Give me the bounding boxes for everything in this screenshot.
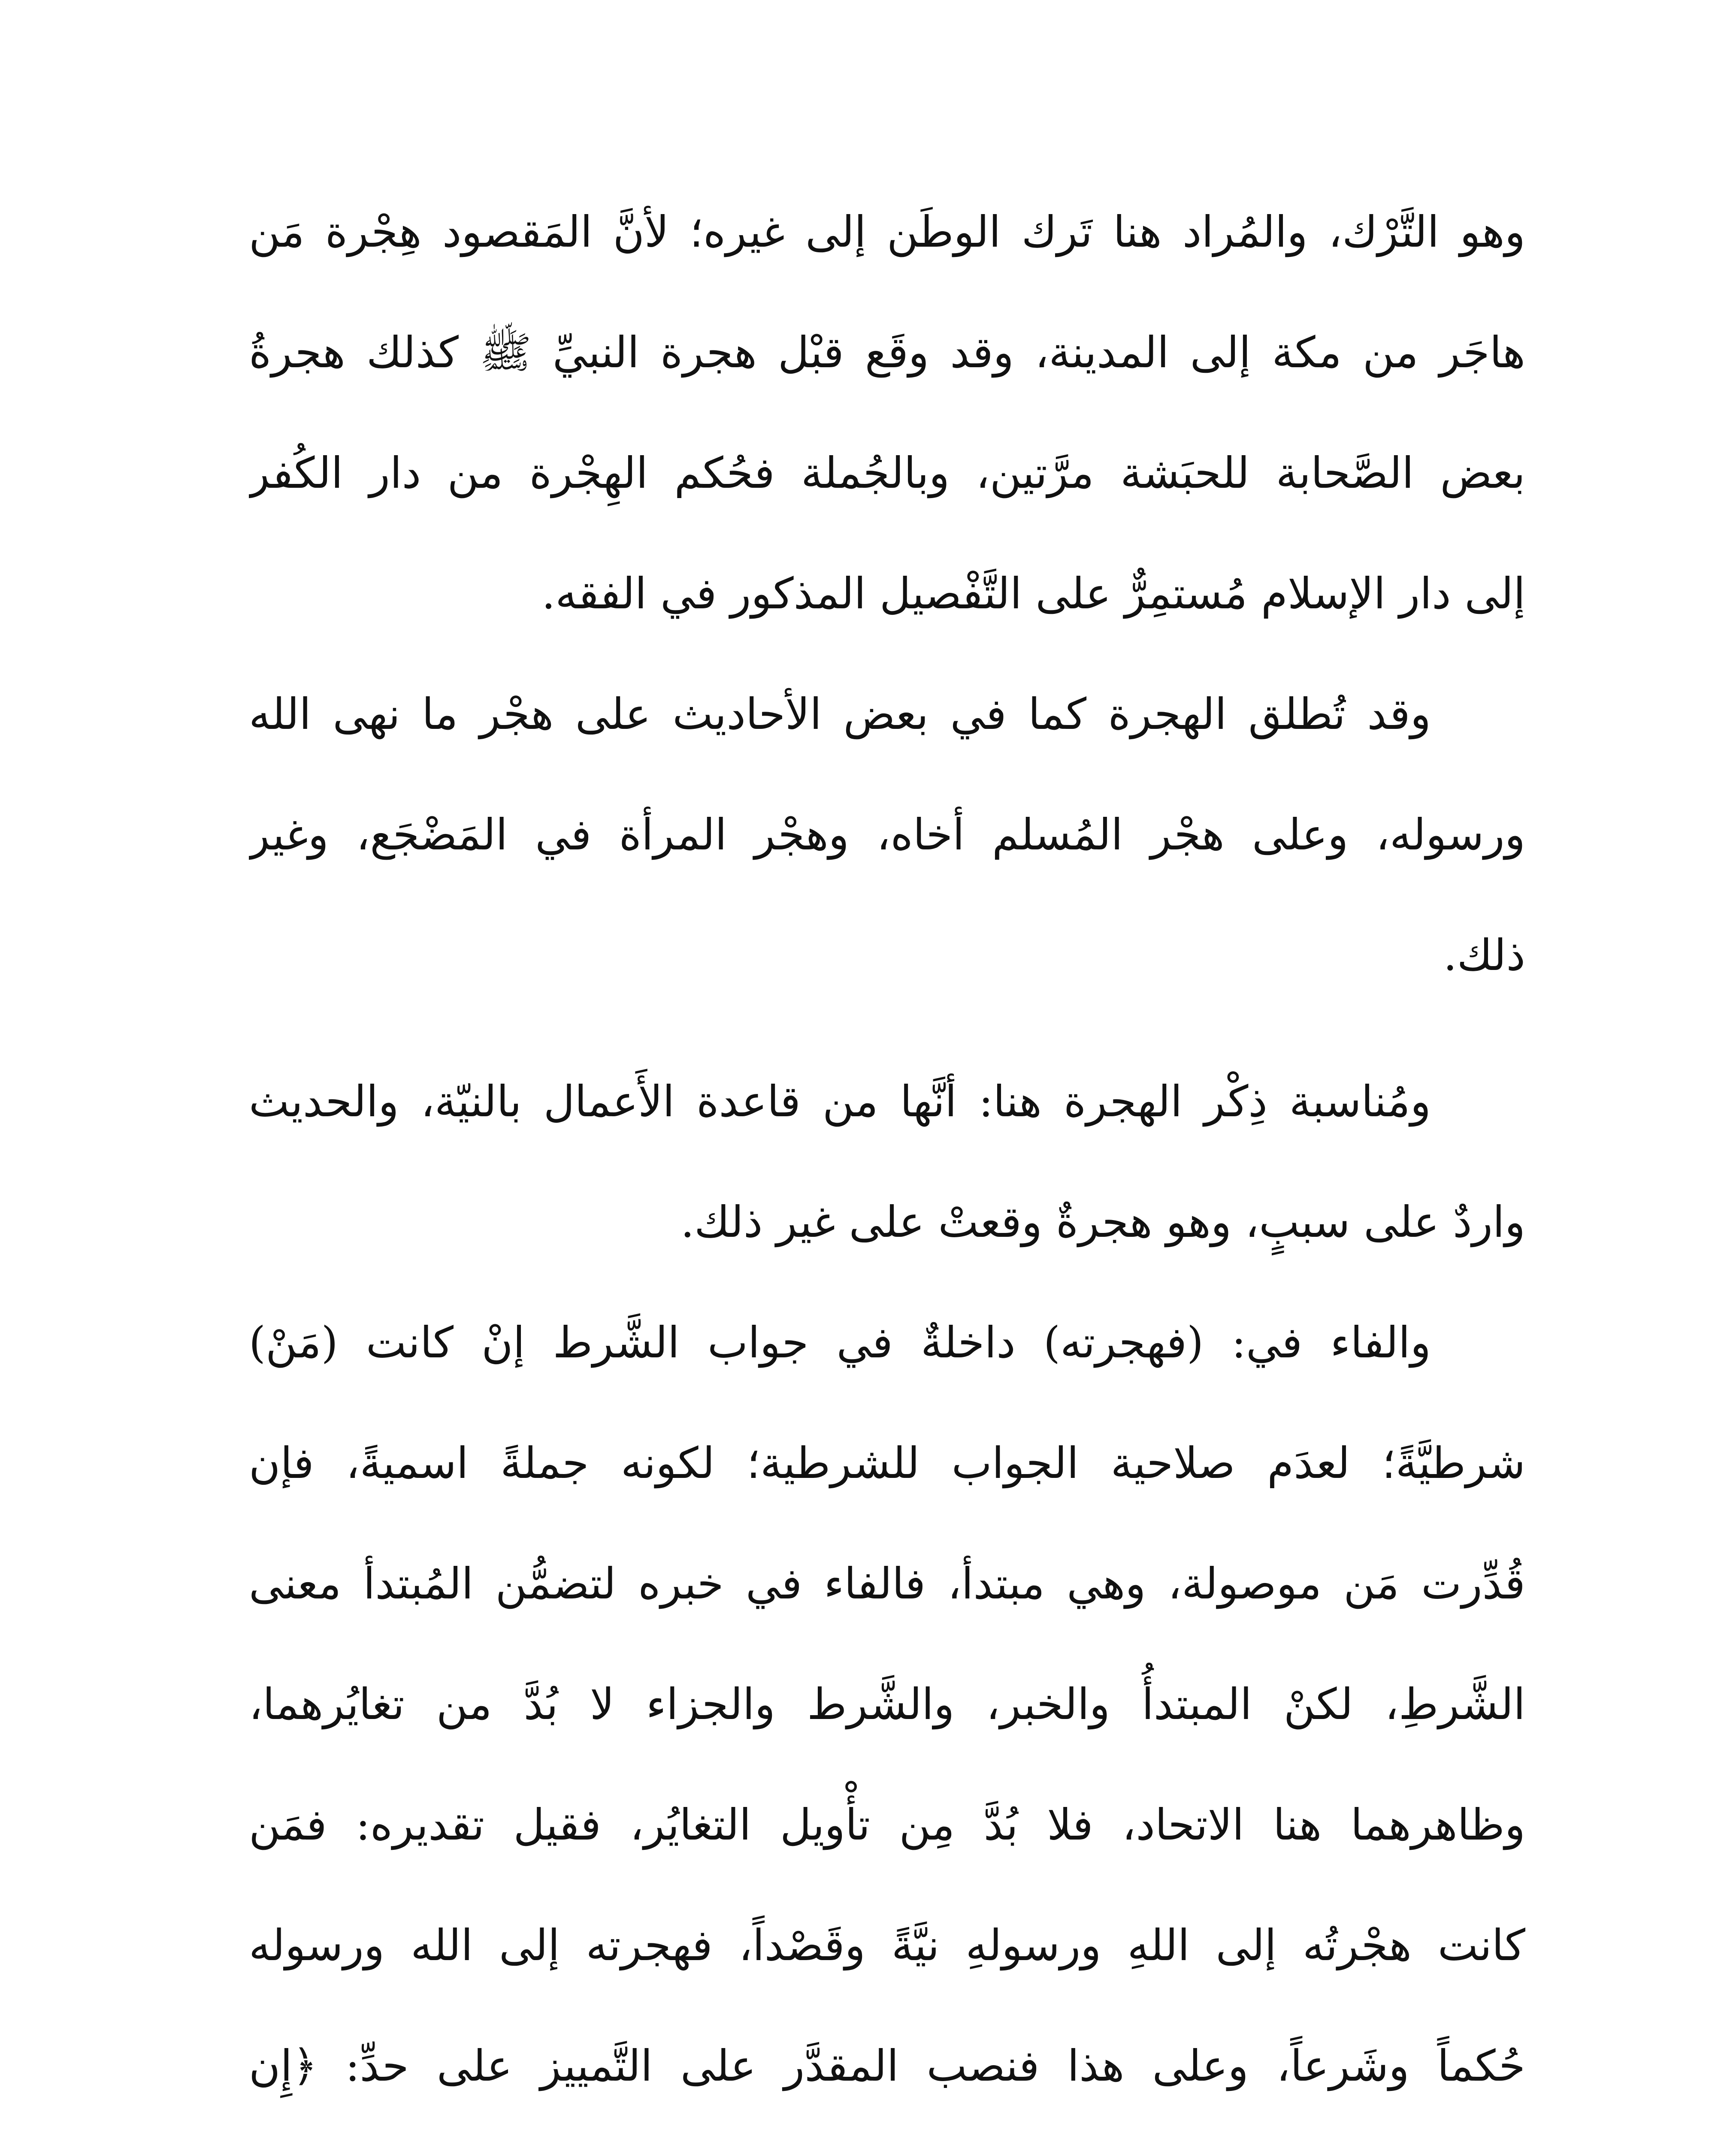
text-line: وهو التَّرْك، والمُراد هنا تَرك الوطَن إلى غيره؛ لأنَّ المَقصود هِجْرة مَن xyxy=(249,207,1525,257)
text-line: بعض الصَّحابة للحبَشة مرَّتين، وبالجُملة فحُكم الهِجْرة من دار الكُفر xyxy=(249,448,1525,498)
text-line: إلى دار الإسلام مُستمِرٌّ على التَّفْصيل المذكور في الفقه. xyxy=(541,568,1525,619)
paragraph-3 xyxy=(249,1041,1525,1282)
text-line: ذلك. xyxy=(1443,930,1525,980)
text-line: واردٌ على سببٍ، وهو هجرةٌ وقعتْ على غير ذلك. xyxy=(680,1197,1525,1247)
text-line: كانت هجْرتُه إلى اللهِ ورسولهِ نيَّةً وقَصْداً، فهجرته إلى الله ورسوله xyxy=(249,1920,1525,1970)
text-line: هاجَر من مكة إلى المدينة، وقد وقَع قبْل هجرة النبيِّ ﷺ كذلك هجرةُ xyxy=(249,327,1525,378)
text-line: ومُناسبة ذِكْر الهجرة هنا: أنَّها من قاعدة الأَعمال بالنيّة، والحديث xyxy=(249,1076,1431,1127)
text-line: حُكماً وشَرعاً، وعلى هذا فنصب المقدَّر على التَّمييز على حدِّ: ﴿إِن xyxy=(249,2041,1525,2091)
text-line: الشَّرطِ، لكنْ المبتدأُ والخبر، والشَّرط والجزاء لا بُدَّ من تغايُرهما، xyxy=(249,1679,1525,1729)
paragraph-1 xyxy=(249,172,1525,654)
text-line: قُدِّرت مَن موصولة، وهي مبتدأ، فالفاء في خبره لتضمُّن المُبتدأ معنى xyxy=(249,1559,1525,1609)
text-line: شرطيَّةً؛ لعدَم صلاحية الجواب للشرطية؛ لكونه جملةً اسميةً، فإن xyxy=(249,1438,1525,1488)
text-line: ورسوله، وعلى هجْر المُسلم أخاه، وهجْر المرأة في المَضْجَع، وغير xyxy=(249,810,1525,860)
paragraph-2 xyxy=(249,654,1525,1015)
paragraph-gap xyxy=(249,1015,1525,1041)
text-line: والفاء في: (فهجرته) داخلةٌ في جواب الشَّرط إنْ كانت (مَنْ) xyxy=(249,1317,1431,1368)
paragraph-4 xyxy=(249,1282,1525,2145)
text-line: وقد تُطلق الهجرة كما في بعض الأحاديث على هجْر ما نهى الله xyxy=(249,689,1431,739)
body-text xyxy=(249,172,1525,2145)
text-line xyxy=(249,2126,1525,2145)
text-line: وظاهرهما هنا الاتحاد، فلا بُدَّ مِن تأْويل التغايُر، فقيل تقديره: فمَن xyxy=(249,1800,1525,1850)
